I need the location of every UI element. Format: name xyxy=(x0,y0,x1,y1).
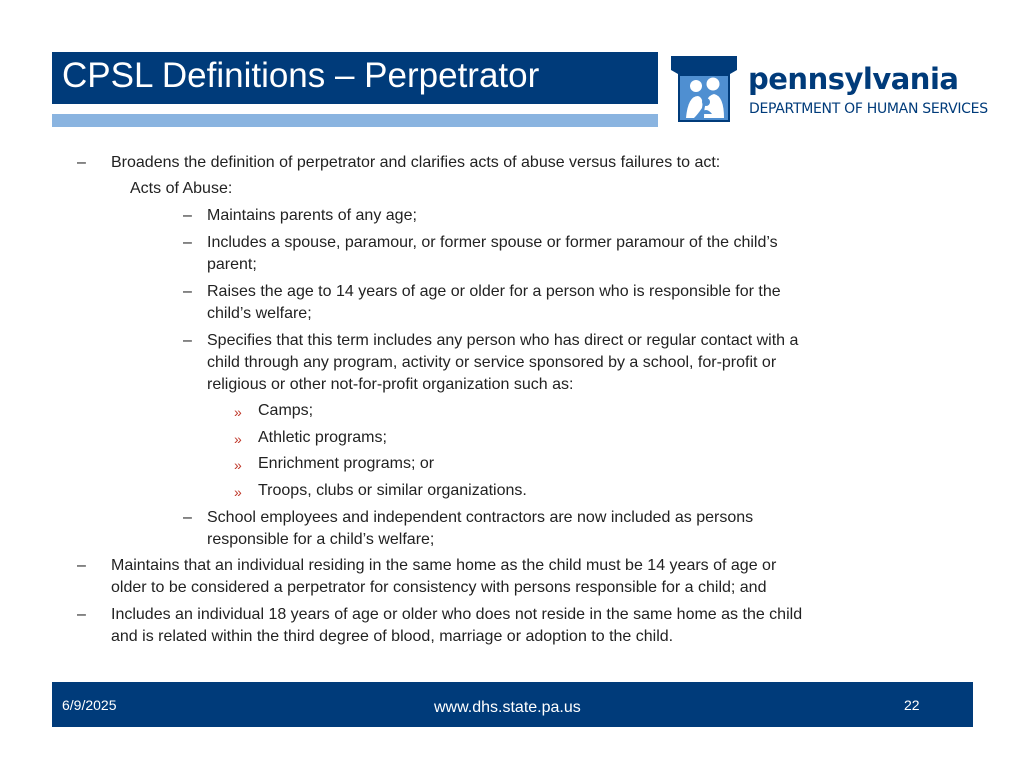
act-item-cont: parent; xyxy=(207,256,257,273)
footer-date: 6/9/2025 xyxy=(62,697,117,713)
bullet-dash: – xyxy=(183,207,192,224)
sub-bullet-marker: » xyxy=(234,484,242,500)
organization-item: Athletic programs; xyxy=(258,429,387,446)
logo-department: DEPARTMENT OF HUMAN SERVICES xyxy=(749,101,988,117)
logo-wordmark: pennsylvania xyxy=(748,62,959,96)
bullet-dash: – xyxy=(183,283,192,300)
act-item-cont: child through any program, activity or service sponsored by a school, for-profit or xyxy=(207,354,777,371)
footer-bar xyxy=(52,682,973,727)
organization-item: Camps; xyxy=(258,402,314,419)
organization-item: Enrichment programs; or xyxy=(258,455,435,472)
act-item-cont: religious or other not-for-profit organization such as: xyxy=(207,376,574,393)
acts-heading: Acts of Abuse: xyxy=(130,180,233,197)
act-item: Raises the age to 14 years of age or older for a person who is responsible for the xyxy=(207,283,781,300)
bullet-text: Includes an individual 18 years of age or older who does not reside in the same home as the child xyxy=(111,606,803,623)
bullet-dash: – xyxy=(183,332,192,349)
act-item: Maintains parents of any age; xyxy=(207,207,417,224)
slide-title: CPSL Definitions – Perpetrator xyxy=(62,56,540,95)
sub-bullet-marker: » xyxy=(234,404,242,420)
bullet-text-cont: older to be considered a perpetrator for consistency with persons responsible for a child; and xyxy=(111,579,767,596)
pa-dhs-logo xyxy=(668,52,1008,128)
act-item: Includes a spouse, paramour, or former spouse or former paramour of the child’s xyxy=(207,234,778,251)
bullet-text: Maintains that an individual residing in the same home as the child must be 14 years of age or xyxy=(111,557,777,574)
bullet-dash: – xyxy=(77,154,86,171)
bullet-dash: – xyxy=(77,606,86,623)
sub-bullet-marker: » xyxy=(234,457,242,473)
sub-bullet-marker: » xyxy=(234,431,242,447)
bullet-dash: – xyxy=(183,509,192,526)
footer-website-link[interactable]: www.dhs.state.pa.us xyxy=(434,699,581,716)
bullet-dash: – xyxy=(77,557,86,574)
title-accent-bar xyxy=(52,114,658,127)
intro-text: Broadens the definition of perpetrator and clarifies acts of abuse versus failures to act: xyxy=(111,154,721,171)
bullet-text-cont: and is related within the third degree of blood, marriage or adoption to the child. xyxy=(111,628,674,645)
title-bar xyxy=(52,52,658,104)
keystone-family-icon xyxy=(668,52,740,128)
organization-item: Troops, clubs or similar organizations. xyxy=(258,482,527,499)
act-item: Specifies that this term includes any person who has direct or regular contact with a xyxy=(207,332,799,349)
bullet-dash: – xyxy=(183,234,192,251)
page-number: 22 xyxy=(904,697,920,713)
act-item-cont: responsible for a child’s welfare; xyxy=(207,531,435,548)
act-item: School employees and independent contractors are now included as persons xyxy=(207,509,754,526)
act-item-cont: child’s welfare; xyxy=(207,305,312,322)
